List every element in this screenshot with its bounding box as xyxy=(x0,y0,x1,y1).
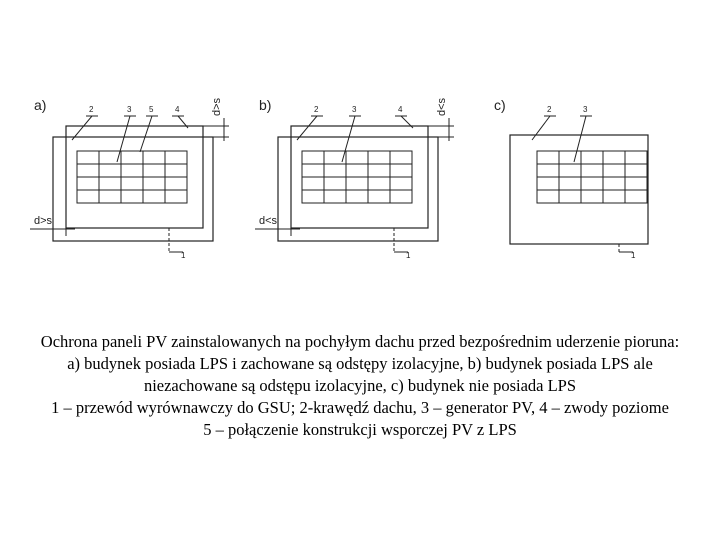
callout-label-2: 2 xyxy=(89,105,94,114)
figure-caption xyxy=(0,331,720,441)
panel-c xyxy=(494,97,648,260)
caption-line-2: a) budynek posiada LPS i zachowane są odstępy izolacyjne, b) budynek posiada LPS ale xyxy=(67,354,653,373)
dimension-label-side: d>s xyxy=(34,215,53,227)
callout-leader xyxy=(297,116,317,140)
pv-generator xyxy=(77,151,187,203)
callout-label-1: 1 xyxy=(181,251,186,260)
caption-line-3: niezachowane są odstępu izolacyjne, c) budynek nie posiada LPS xyxy=(143,376,577,395)
panel-a xyxy=(30,97,229,260)
panel-label: b) xyxy=(259,97,272,113)
panel-label: c) xyxy=(494,97,506,113)
callout-label-3: 3 xyxy=(127,105,132,114)
callout-label-2: 2 xyxy=(547,105,552,114)
caption-line-1: Ochrona paneli PV zainstalowanych na pochyłym dachu przed bezpośrednim uderzenie pioruna: xyxy=(40,332,680,351)
callout-label-2: 2 xyxy=(314,105,319,114)
callout-label-1: 1 xyxy=(406,251,411,260)
callout-leader xyxy=(72,116,92,140)
callout-label-1: 1 xyxy=(631,251,636,260)
caption-line-5: 5 – połączenie konstrukcji wsporczej PV z LPS xyxy=(203,420,517,439)
dimension-label-top: d>s xyxy=(211,97,223,116)
callout-label-5: 5 xyxy=(149,105,154,114)
pv-generator xyxy=(537,151,647,203)
panel-label: a) xyxy=(34,97,47,113)
callout-leader xyxy=(140,116,152,152)
callout-label-3: 3 xyxy=(583,105,588,114)
callout-leader xyxy=(532,116,550,140)
caption-line-4: 1 – przewód wyrównawczy do GSU; 2-krawędź dachu, 3 – generator PV, 4 – zwody poziome xyxy=(51,398,669,417)
pv-generator xyxy=(302,151,412,203)
callout-label-3: 3 xyxy=(352,105,357,114)
dimension-label-top: d<s xyxy=(436,97,448,116)
callout-label-4: 4 xyxy=(175,105,180,114)
panel-b xyxy=(255,97,454,260)
callout-label-4: 4 xyxy=(398,105,403,114)
dimension-label-side: d<s xyxy=(259,215,278,227)
